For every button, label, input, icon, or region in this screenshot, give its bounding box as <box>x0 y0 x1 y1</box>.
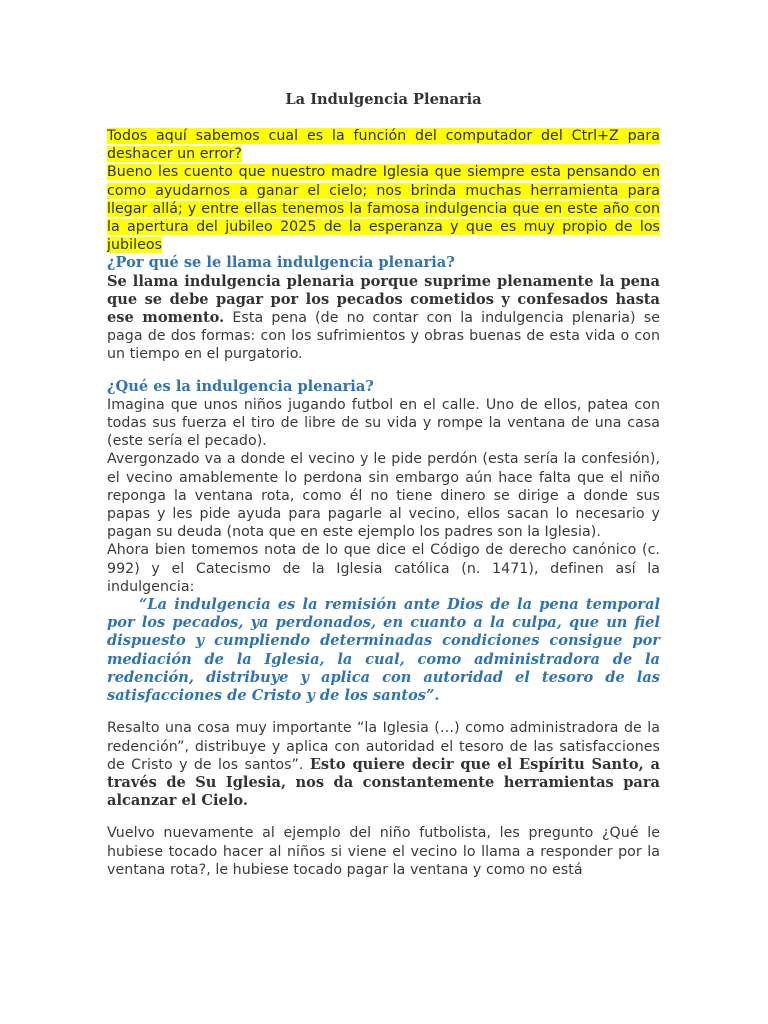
highlighted-intro: Bueno les cuento que nuestro madre Iglesia que siempre esta pensando en como ayudarnos a ganar el cielo; nos brinda muchas herramienta para llegar allá; y entre ellas tenemos la famosa indulgencia que en este año con la apertura del jubileo 2025 de la esperanza y que es muy propio de los jubileos <box>107 164 660 254</box>
section-heading-what: ¿Qué es la indulgencia plenaria? <box>107 377 374 395</box>
section-2-paragraph-1: Imagina que unos niños jugando futbol en el calle. Uno de ellos, patea con todas sus fuerza el tiro de libre de su vida y rompe la ventana de una casa (este sería el pecado). <box>107 396 660 450</box>
section-2-paragraph-2: Avergonzado va a donde el vecino y le pide perdón (esta sería la confesión), el vecino amablemente lo perdona sin embargo aún hace falta que el niño reponga la ventana rota, como él no tiene dinero se dirige a donde sus papas y les pide ayuda para pagarle al vecino, ellos sacan lo necesario y pagan su deuda (nota que en este ejemplo los padres son la Iglesia). <box>107 451 660 541</box>
section-1-paragraph <box>107 273 660 364</box>
quote-definition: “La indulgencia es la remisión ante Dios de la pena temporal por los pecados, ya perdonados, en cuanto a la culpa, que un fiel dispuesto y cumpliendo determinadas condiciones consigue por mediación de la Iglesia, la cual, como administradora de la redención, distribuye y aplica con autoridad el tesoro de las satisfacciones de Cristo y de los santos”. <box>107 596 660 705</box>
emphasis-paragraph <box>107 719 660 810</box>
section-2-paragraph-3: Ahora bien tomemos nota de lo que dice el Código de derecho canónico (c. 992) y el Catecismo de la Iglesia católica (n. 1471), definen así la indulgencia: <box>107 542 660 595</box>
section-1-bold-text: Se llama indulgencia plenaria porque suprime plenamente la pena que se debe pagar por los pecados cometidos y confesados hasta ese momento. <box>107 272 660 327</box>
emphasis-bold-text: Esto quiere decir que el Espíritu Santo, a través de Su Iglesia, nos da constantemente herramientas para alcanzar el Cielo. <box>107 755 660 810</box>
intro-paragraph <box>107 127 660 254</box>
section-heading-why: ¿Por qué se le llama indulgencia plenaria? <box>107 254 455 272</box>
document-title: La Indulgencia Plenaria <box>285 91 482 108</box>
final-paragraph: Vuelvo nuevamente al ejemplo del niño futbolista, les pregunto ¿Qué le hubiese tocado hacer al niños si viene el vecino lo llama a responder por la ventana rota?, le hubiese tocado pagar la ventana y como no está <box>107 825 660 878</box>
document-page <box>107 90 660 879</box>
emphasis-text: Resalto una cosa muy importante “la Iglesia (…) como administradora de la redención”, distribuye y aplica con autoridad el tesoro de las satisfacciones de Cristo y de los santos”. <box>107 720 660 773</box>
highlighted-question: Todos aquí sabemos cual es la función del computador del Ctrl+Z para deshacer un error? <box>107 128 660 163</box>
section-1-text: Esta pena (de no contar con la indulgencia plenaria) se paga de dos formas: con los sufrimientos y obras buenas de esta vida o con un tiempo en el purgatorio. <box>107 310 660 363</box>
